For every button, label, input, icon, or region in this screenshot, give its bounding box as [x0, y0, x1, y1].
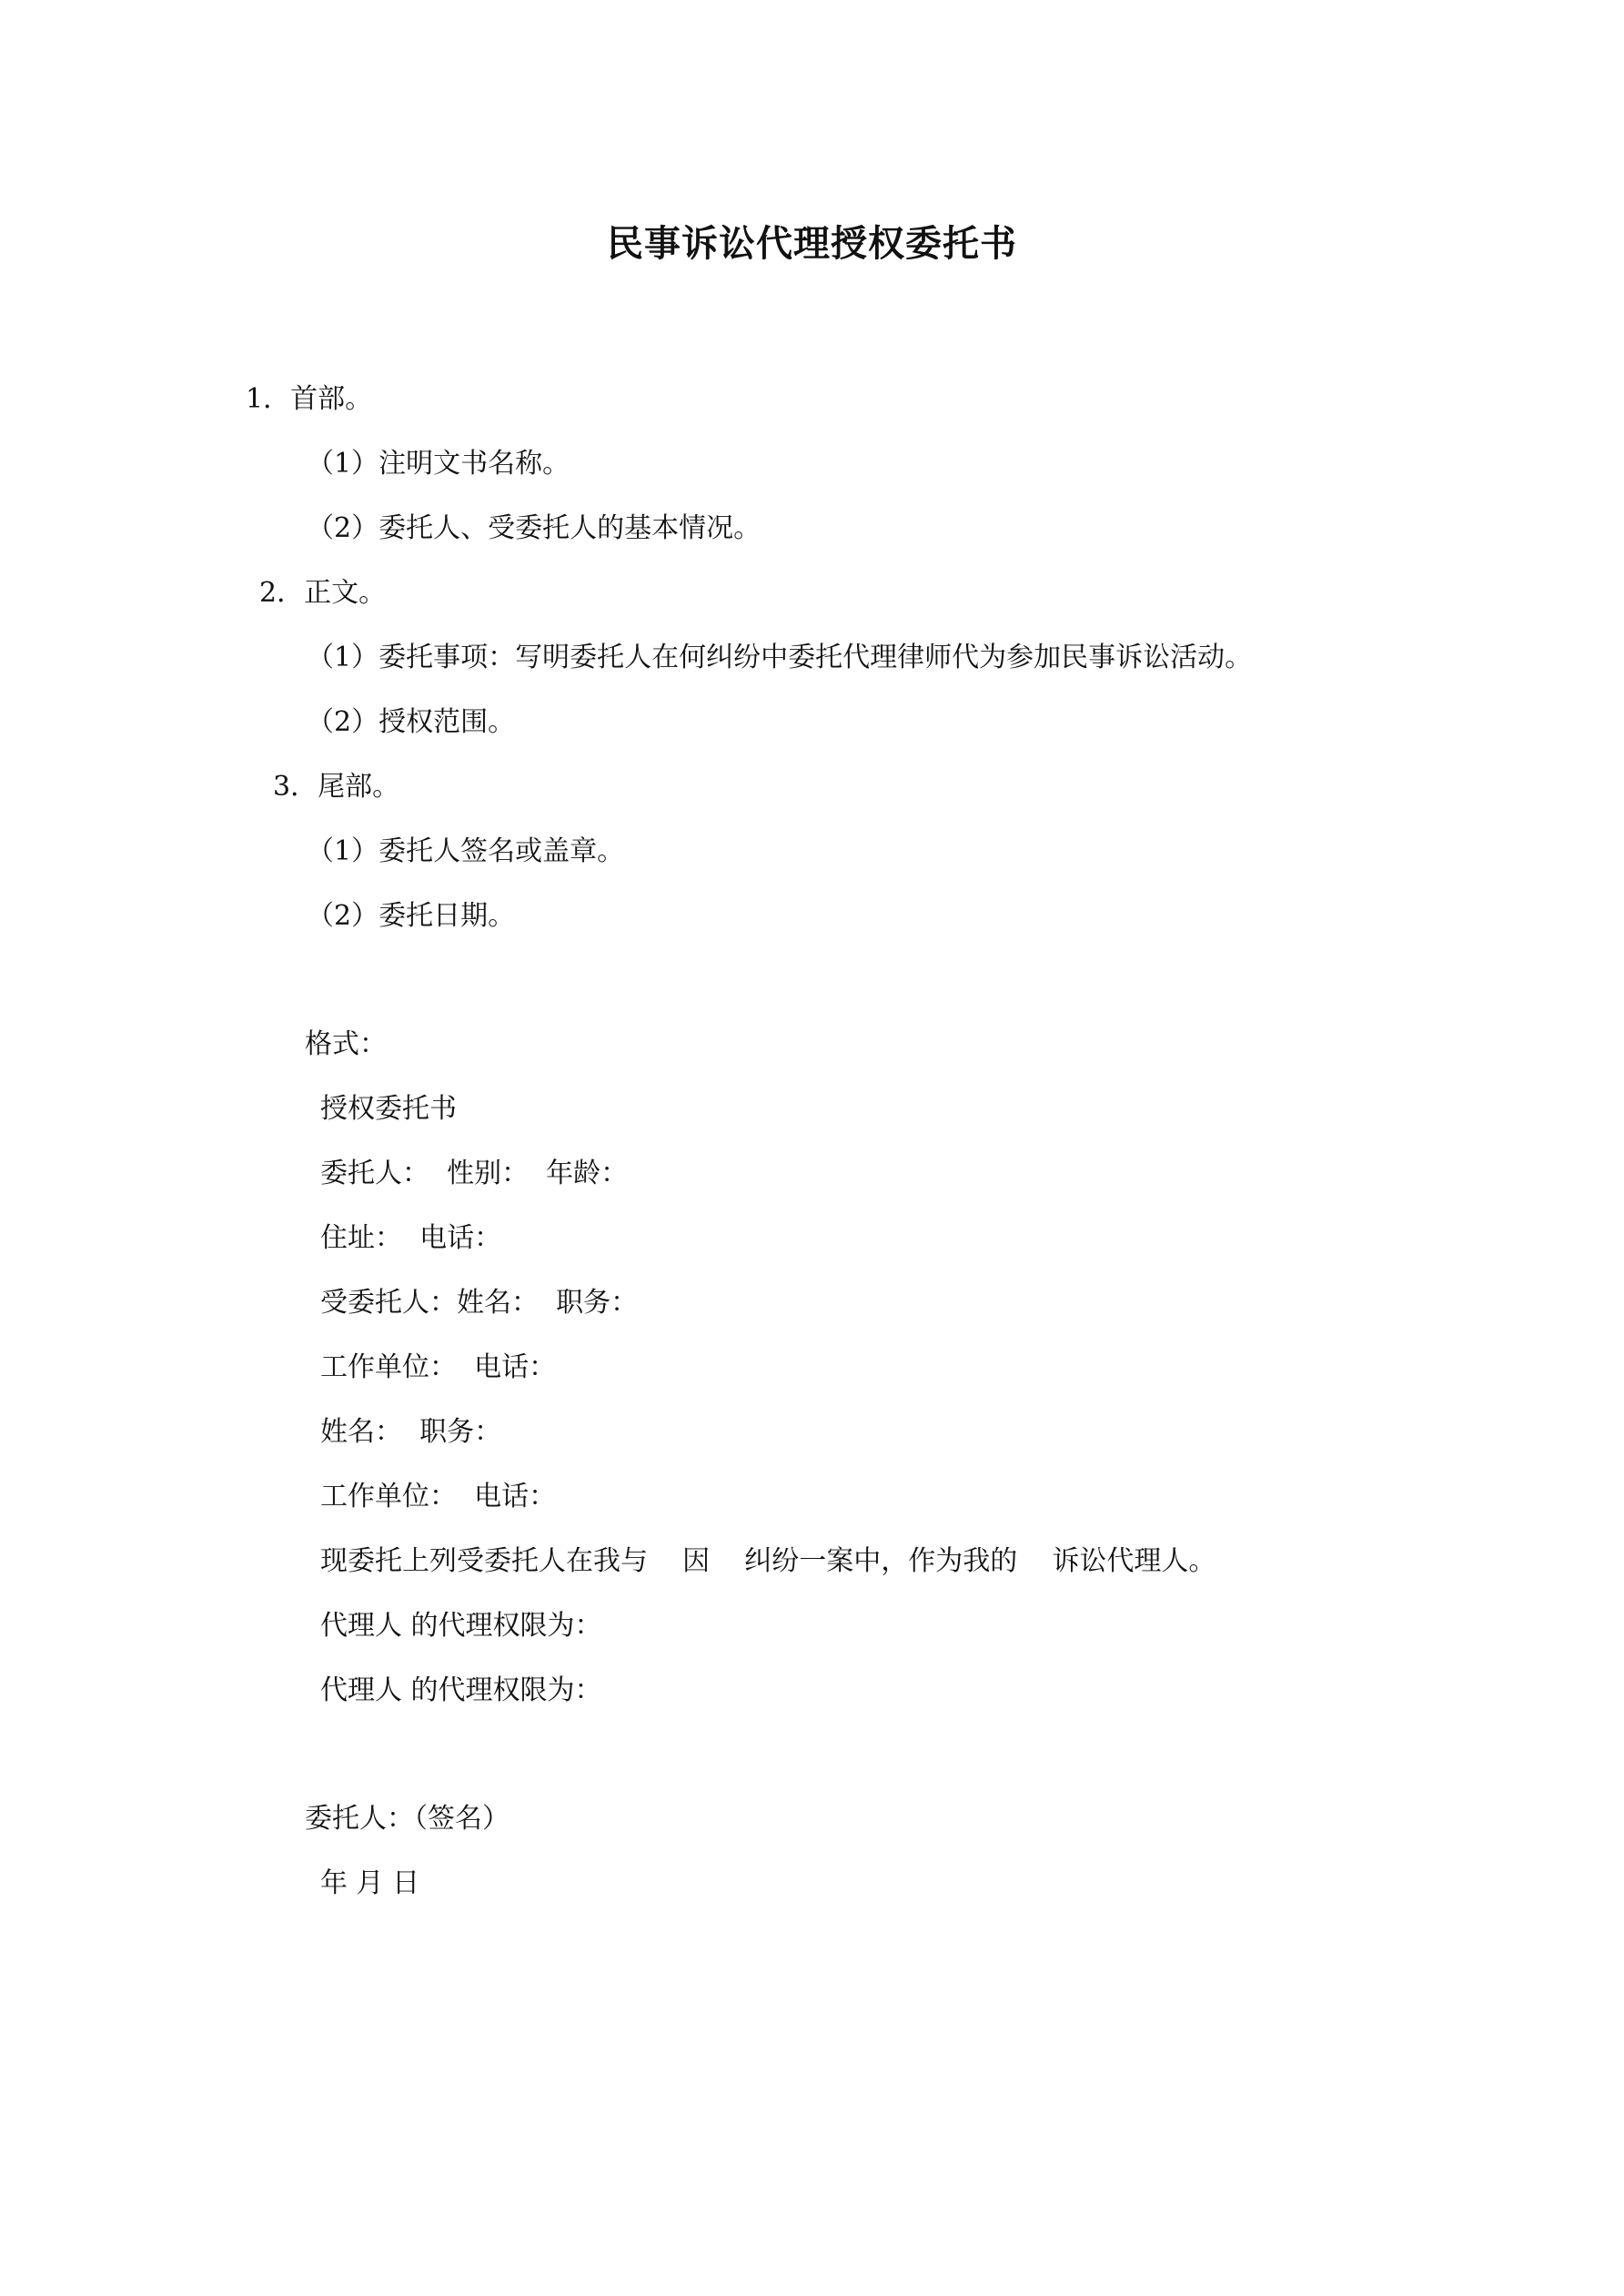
format-line: 住址： 电话： [320, 1222, 502, 1254]
format-line: 工作单位： 电话： [320, 1481, 557, 1512]
signature-date: 年 月 日 [320, 1867, 420, 1899]
outline-item-footer: 3．尾部。 [273, 771, 400, 803]
outline-subitem: （1）委托人签名或盖章。 [307, 835, 625, 867]
format-line: 姓名： 职务： [320, 1416, 502, 1448]
signature-label: 委托人：（签名） [305, 1803, 509, 1835]
format-line: 授权委托书 [320, 1093, 457, 1125]
outline-subitem: （2）委托日期。 [307, 900, 516, 932]
outline-subitem: （1）委托事项：写明委托人在何纠纷中委托代理律师代为参加民事诉讼活动。 [307, 642, 1253, 673]
outline-subitem: （1）注明文书名称。 [307, 448, 570, 480]
format-line: 工作单位： 电话： [320, 1351, 557, 1383]
outline-item-header: 1．首部。 [246, 383, 373, 415]
format-line: 委托人： 性别： 年龄： [320, 1158, 629, 1189]
format-line: 受委托人：姓名： 职务： [320, 1287, 639, 1319]
document-title: 民事诉讼代理授权委托书 [607, 222, 1017, 265]
outline-item-body: 2．正文。 [259, 577, 387, 609]
format-line: 代理人 的代理权限为： [320, 1610, 602, 1642]
format-line: 代理人 的代理权限为： [320, 1674, 602, 1706]
format-line: 现委托上列受委托人在我与 因 纠纷一案中，作为我的 诉讼代理人。 [320, 1545, 1216, 1577]
outline-subitem: （2）委托人、受委托人的基本情况。 [307, 512, 762, 544]
outline-subitem: （2）授权范围。 [307, 706, 516, 738]
format-heading: 格式： [305, 1028, 387, 1060]
